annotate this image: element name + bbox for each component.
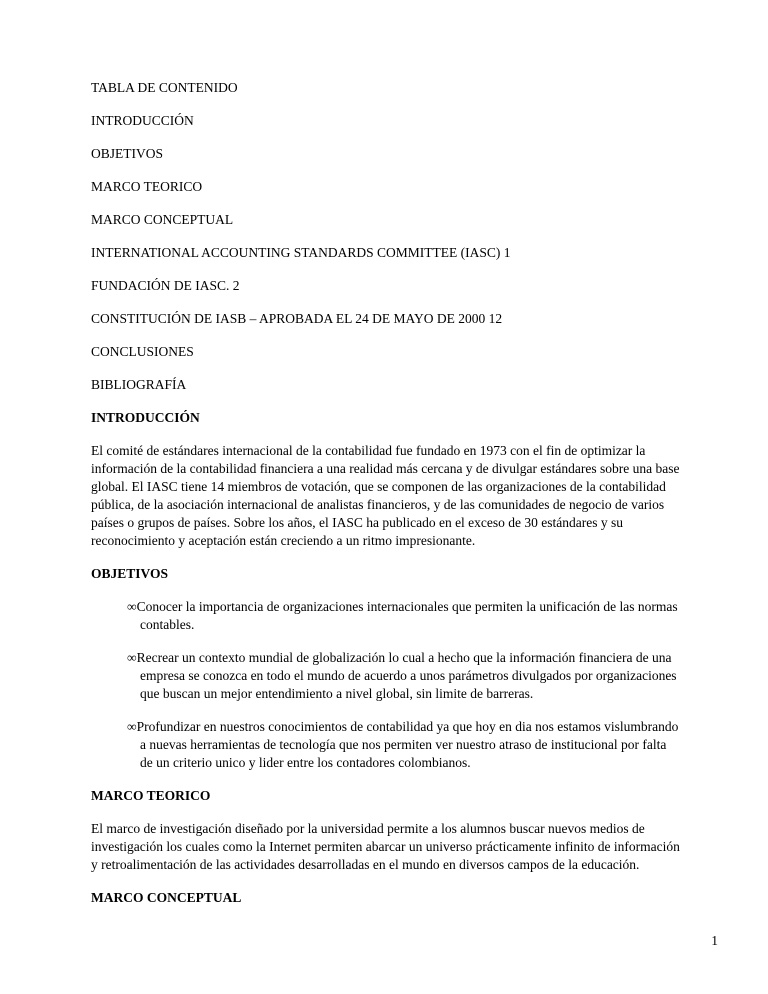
bullet-glyph: ∞ <box>127 719 137 734</box>
table-of-contents <box>91 79 680 394</box>
paragraph-introduccion: El comité de estándares internacional de la contabilidad fue fundado en 1973 con el fin de optimizar la información de la contabilidad financiera a una realidad más cercana y de divulgar estándares sobre una base global. El IASC tiene 14 miembros de votación, que se componen de las organizaciones de la contabilidad pública, de la asociación internacional de analistas financieros, y de las comunidades de negocio de varios países o grupos de países. Sobre los años, el IASC ha publicado en el exceso de 30 estándares y su reconocimiento y aceptación están creciendo a un ritmo impresionante. <box>91 443 680 548</box>
section-heading-marco-conceptual: MARCO CONCEPTUAL <box>91 890 242 905</box>
bullet-text: Recrear un contexto mundial de globalización lo cual a hecho que la información financiera de una empresa se conozca en todo el mundo de acuerdo a unos parámetros divulgados por organizaciones que buscan un mejor entendimiento a nivel global, sin limite de barreras. <box>136 650 677 701</box>
toc-item: CONSTITUCIÓN DE IASB – APROBADA EL 24 DE MAYO DE 2000 12 <box>91 311 503 326</box>
section-heading-introduccion: INTRODUCCIÓN <box>91 410 200 425</box>
toc-item: INTRODUCCIÓN <box>91 113 194 128</box>
bullet-item <box>91 649 680 703</box>
section-heading-marco-teorico: MARCO TEORICO <box>91 788 211 803</box>
paragraph-marco-teorico: El marco de investigación diseñado por la universidad permite a los alumnos buscar nuevos medios de investigación los cuales como la Internet permiten abarcar un universo prácticamente infinito de información y retroalimentación de las actividades desarrolladas en el mundo en diversos campos de la educación. <box>91 821 680 872</box>
section-heading-objetivos: OBJETIVOS <box>91 566 169 581</box>
bullet-glyph: ∞ <box>127 599 137 614</box>
toc-item: CONCLUSIONES <box>91 344 194 359</box>
bullet-text: Profundizar en nuestros conocimientos de contabilidad ya que hoy en dia nos estamos vislumbrando a nuevas herramientas de tecnología que nos permiten ver nuestro atraso de institucional por falta de un criterio unico y lider entre los contadores colombianos. <box>136 719 679 770</box>
page-number: 1 <box>711 933 718 948</box>
toc-item: BIBLIOGRAFÍA <box>91 377 187 392</box>
toc-item: TABLA DE CONTENIDO <box>91 80 238 95</box>
toc-item: INTERNATIONAL ACCOUNTING STANDARDS COMMITTEE (IASC) 1 <box>91 245 511 260</box>
bullet-glyph: ∞ <box>127 650 137 665</box>
objetivos-bullet-list <box>91 598 680 772</box>
toc-item: OBJETIVOS <box>91 146 164 161</box>
bullet-text: Conocer la importancia de organizaciones internacionales que permiten la unificación de las normas contables. <box>136 599 678 632</box>
bullet-item <box>91 718 680 772</box>
toc-item: MARCO TEORICO <box>91 179 203 194</box>
toc-item: FUNDACIÓN DE IASC. 2 <box>91 278 240 293</box>
toc-item: MARCO CONCEPTUAL <box>91 212 234 227</box>
bullet-item <box>91 598 680 634</box>
